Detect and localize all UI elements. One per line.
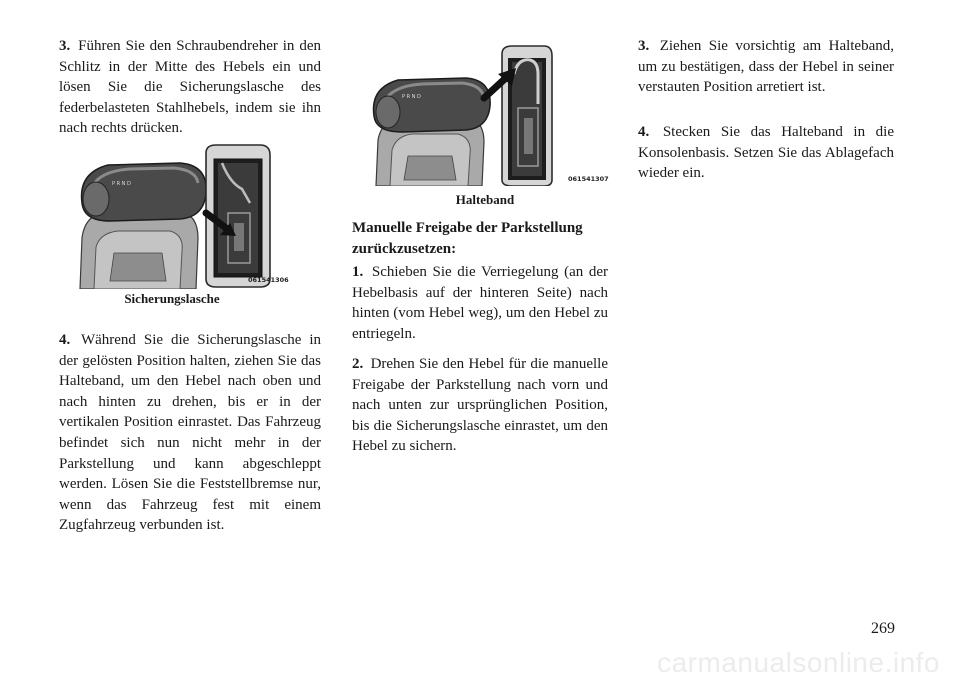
step-3-paragraph [638,36,894,98]
step-1-paragraph [352,262,608,344]
figure-sicherungslasche [70,143,289,289]
step-number: 1. [352,264,364,280]
figure-caption: Sicherungslasche [124,291,220,306]
step-number: 4. [59,332,71,348]
section-heading: Manuelle Freigabe der Parkstellung zurückzusetzen: [352,220,583,257]
step-4-paragraph [638,122,894,184]
step-text: Schieben Sie die Verriegelung (an der Hebelbasis auf der hinteren Seite) nach hinten (vom Hebel weg), um den Hebel zu entriegeln. [352,264,609,342]
figure-code: 061541307 [568,175,609,183]
step-number: 4. [638,124,650,140]
shifter-illustration [366,44,604,186]
footer-watermark: carmanualsonline.info [657,647,940,678]
step-text: Führen Sie den Schraubendreher in den Schlitz in der Mitte des Hebels ein und lösen Sie die Sicherungslasche des federbelasteten Stahlhebels, indem sie ihn nach rechts drücken. [59,38,322,137]
figure-caption: Halteband [455,192,515,207]
page-number: 269 [871,620,895,637]
figure-halteband [366,44,609,186]
step-4-paragraph [59,330,321,536]
svg-text:P R N D: P R N D [402,94,421,100]
step-text: Drehen Sie den Hebel für die manuelle Freigabe der Parkstellung nach vorn und nach unten zur ursprünglichen Position, bis die Sicherungslasche einrastet, um den Hebel zu sichern. [352,356,608,455]
shifter-illustration [70,143,274,289]
step-text: Stecken Sie das Halteband in die Konsolenbasis. Setzen Sie das Ablagefach wieder ein. [638,124,894,182]
step-2-paragraph [352,354,608,457]
step-3-paragraph [59,36,321,139]
svg-text:P R N D: P R N D [112,181,131,187]
step-number: 3. [638,38,650,54]
step-number: 3. [59,38,71,54]
step-text: Ziehen Sie vorsichtig am Halteband, um zu bestätigen, dass der Hebel in seiner verstauten Position arretiert ist. [638,38,894,96]
step-text: Während Sie die Sicherungslasche in der gelösten Position halten, ziehen Sie das Halteband, um den Hebel nach oben und nach hinten zu drehen, bis er in der vertikalen Position einrastet. Das Fahrzeug befindet sich nun nicht mehr in der Parkstellung und kann abgeschleppt werden. Lösen Sie die Feststellbremse nur, wenn das Fahrzeug fest mit einem Zugfahrzeug verbunden ist. [59,332,322,534]
step-number: 2. [352,356,364,372]
figure-code: 061541306 [248,276,289,284]
